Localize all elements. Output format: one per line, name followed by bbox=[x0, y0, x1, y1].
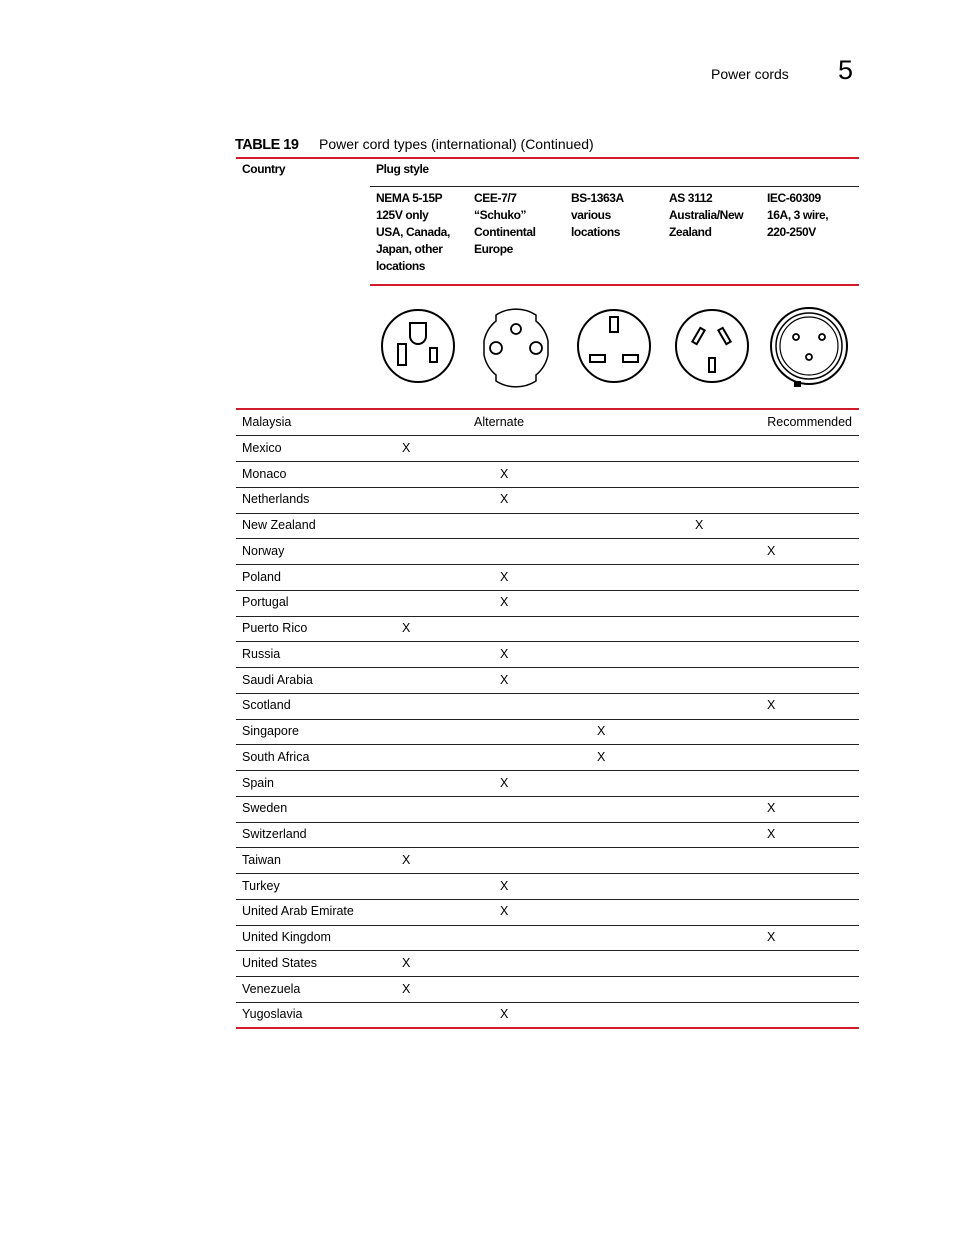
table-row bbox=[236, 1002, 859, 1028]
country-cell: Russia bbox=[242, 646, 281, 661]
table-row bbox=[236, 874, 859, 900]
country-cell: Scotland bbox=[242, 698, 291, 713]
table-row bbox=[236, 590, 859, 616]
plug-cell: X bbox=[500, 646, 509, 661]
country-cell: Malaysia bbox=[242, 415, 292, 429]
running-header-section: Power cords bbox=[711, 66, 789, 82]
plug-cell: X bbox=[767, 827, 776, 841]
plug-column-header-iec60309: IEC-60309 16A, 3 wire, 220-250V bbox=[767, 191, 829, 239]
iec-60309-plug-icon bbox=[769, 307, 849, 389]
country-cell: Spain bbox=[242, 775, 274, 790]
bs-1363a-plug-icon bbox=[575, 307, 653, 385]
table-caption-label: TABLE 19 bbox=[235, 137, 299, 153]
country-cell: Puerto Rico bbox=[242, 621, 308, 635]
country-cell: Turkey bbox=[242, 878, 280, 893]
country-cell: Singapore bbox=[242, 724, 299, 738]
table-row bbox=[236, 822, 859, 848]
plug-cell: Alternate bbox=[474, 415, 525, 429]
country-cell: Sweden bbox=[242, 801, 288, 816]
plug-cell: X bbox=[767, 801, 776, 816]
plug-cell: X bbox=[767, 930, 776, 944]
plug-cell: X bbox=[695, 518, 704, 532]
plug-cell: X bbox=[500, 878, 509, 893]
table-row bbox=[236, 616, 859, 642]
country-cell: South Africa bbox=[242, 749, 310, 764]
country-cell: Saudi Arabia bbox=[242, 672, 313, 687]
country-cell: Mexico bbox=[242, 440, 282, 455]
plug-cell: X bbox=[767, 698, 776, 713]
country-cell: Taiwan bbox=[242, 852, 281, 867]
country-cell: Yugoslavia bbox=[242, 1007, 303, 1022]
plug-cell: X bbox=[500, 569, 509, 584]
table-row bbox=[236, 539, 859, 565]
table-row bbox=[236, 668, 859, 694]
table-row bbox=[236, 771, 859, 797]
nema-5-15p-plug-icon bbox=[379, 307, 457, 385]
plug-cell: X bbox=[500, 775, 509, 790]
plug-cell: X bbox=[597, 749, 606, 764]
country-cell: Netherlands bbox=[242, 492, 310, 507]
table-row bbox=[236, 925, 859, 951]
plug-cell: X bbox=[767, 543, 776, 558]
country-cell: United Kingdom bbox=[242, 930, 331, 944]
running-header-chapter-number: 5 bbox=[838, 55, 854, 85]
plug-column-header-schuko: CEE-7/7 “Schuko” Continental Europe bbox=[474, 191, 536, 256]
country-column-header: Country bbox=[242, 162, 286, 176]
plug-column-header-as3112: AS 3112 Australia/New Zealand bbox=[669, 191, 744, 239]
table-caption bbox=[235, 136, 594, 153]
table-row bbox=[236, 951, 859, 977]
table-row bbox=[236, 642, 859, 668]
table-row bbox=[236, 462, 859, 488]
plug-style-header-divider bbox=[370, 186, 859, 187]
country-cell: Portugal bbox=[242, 595, 289, 610]
plug-cell: X bbox=[597, 724, 606, 738]
country-cell: United Arab Emirate bbox=[242, 904, 354, 919]
country-cell: Norway bbox=[242, 543, 285, 558]
table-row bbox=[236, 436, 859, 462]
country-cell: Venezuela bbox=[242, 981, 301, 996]
plug-cell: X bbox=[402, 981, 411, 996]
table-row bbox=[236, 719, 859, 745]
table-row bbox=[236, 848, 859, 874]
table-bottom-rule bbox=[236, 1027, 859, 1029]
plug-column-header-nema: NEMA 5-15P 125V only USA, Canada, Japan, other locations bbox=[376, 191, 450, 273]
plug-cell: X bbox=[500, 1007, 509, 1022]
plug-cell: Recommended bbox=[767, 415, 852, 429]
table-row bbox=[236, 513, 859, 539]
as-3112-plug-icon bbox=[673, 307, 751, 385]
plug-cell: X bbox=[402, 440, 411, 455]
country-cell: Monaco bbox=[242, 466, 287, 481]
table-row bbox=[236, 899, 859, 925]
plug-style-column-header: Plug style bbox=[376, 162, 429, 176]
country-cell: United States bbox=[242, 955, 318, 970]
plug-cell: X bbox=[402, 621, 411, 635]
plug-cell: X bbox=[500, 904, 509, 919]
country-cell: Switzerland bbox=[242, 827, 307, 841]
plug-cell: X bbox=[500, 492, 509, 507]
table-row bbox=[236, 977, 859, 1003]
plug-cell: X bbox=[402, 955, 411, 970]
table-row bbox=[236, 693, 859, 719]
schuko-plug-icon bbox=[476, 307, 556, 389]
plug-column-header-bs1363a: BS-1363A various locations bbox=[571, 191, 624, 239]
plug-cell: X bbox=[402, 852, 411, 867]
table-top-rule bbox=[236, 157, 859, 159]
plug-cell: X bbox=[500, 466, 509, 481]
table-caption-title: Power cord types (international) (Continued) bbox=[319, 136, 594, 152]
plug-cell: X bbox=[500, 595, 509, 610]
table-row bbox=[236, 565, 859, 591]
country-cell: New Zealand bbox=[242, 518, 316, 532]
table-row bbox=[236, 745, 859, 771]
country-cell: Poland bbox=[242, 569, 281, 584]
table-row bbox=[236, 796, 859, 822]
table-row bbox=[236, 410, 859, 436]
plug-cell: X bbox=[500, 672, 509, 687]
plug-header-rule bbox=[370, 284, 859, 286]
table-row bbox=[236, 487, 859, 513]
